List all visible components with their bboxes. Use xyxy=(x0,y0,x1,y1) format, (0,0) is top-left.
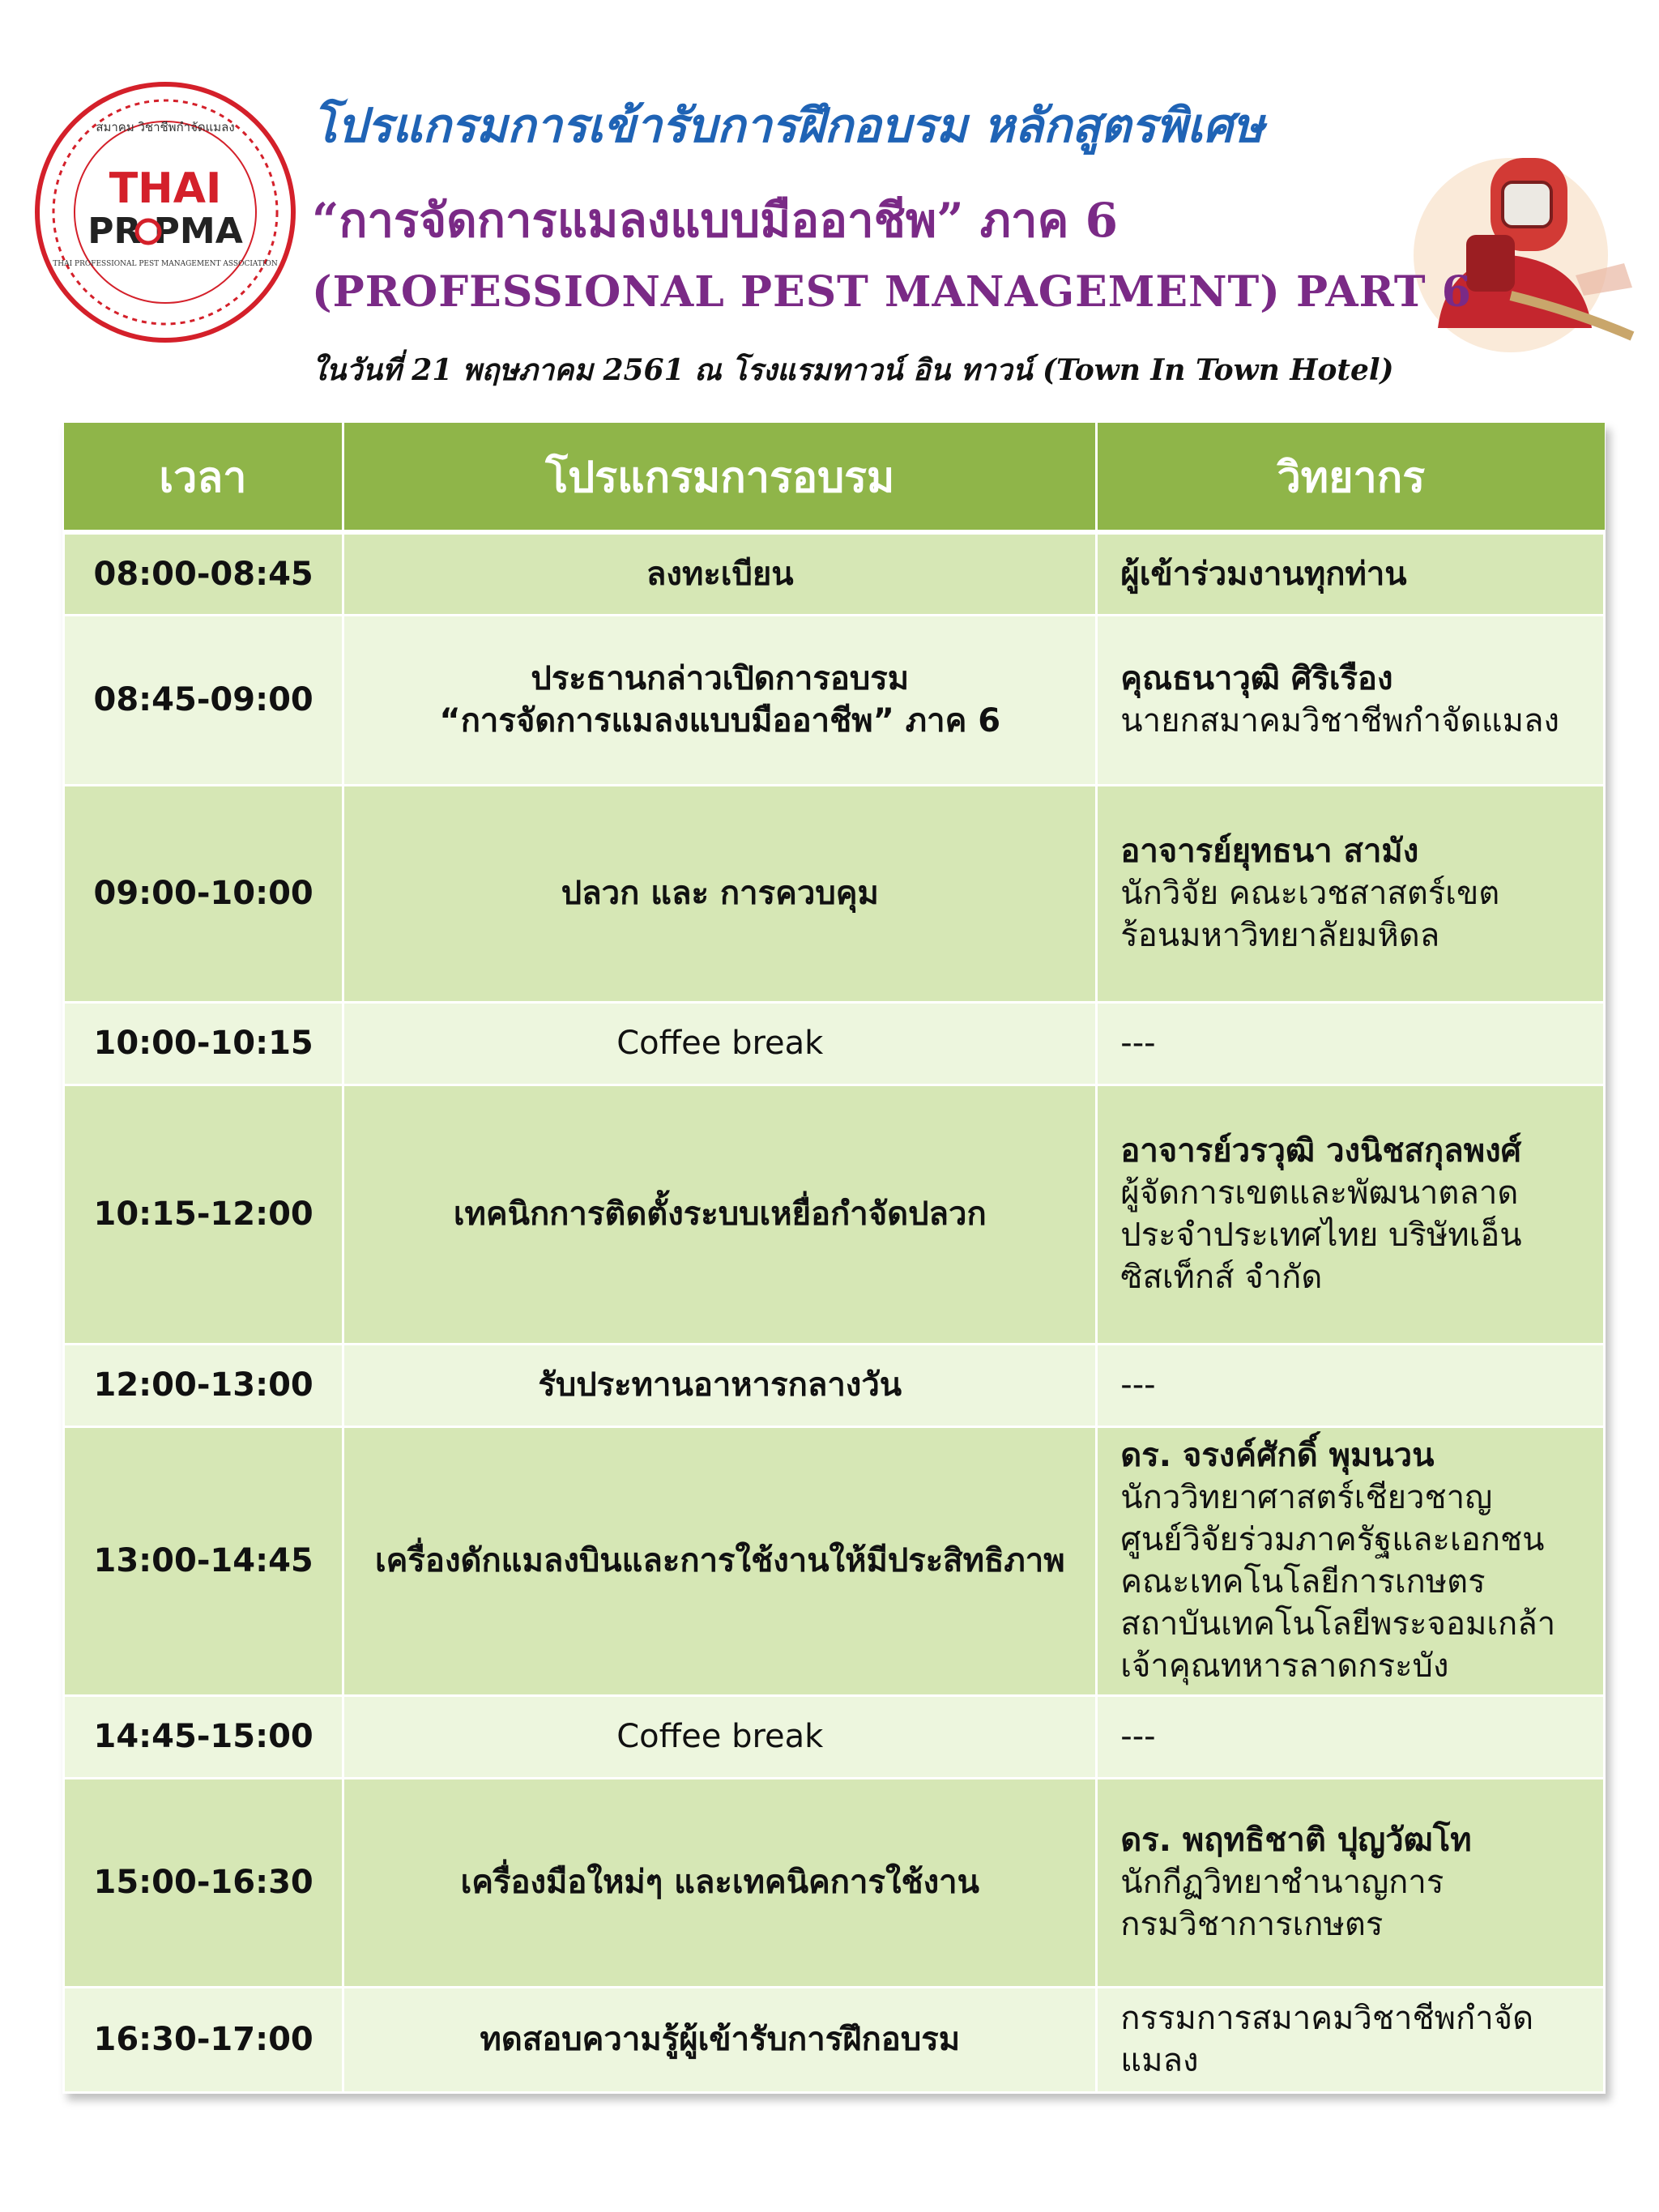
thaipropma-logo xyxy=(34,81,297,344)
speaker-name: อาจารย์วรวุฒิ วงนิชสกุลพงศ์ xyxy=(1120,1132,1521,1170)
table-row xyxy=(64,1778,1605,1987)
table-row xyxy=(64,532,1605,615)
row-time: 08:00-08:45 xyxy=(64,532,343,615)
row-speaker xyxy=(1097,1344,1605,1426)
speaker-detail: นักวิจัย คณะเวชสาสตร์เขต ร้อนมหาวิทยาลัยมหิดล xyxy=(1120,875,1500,954)
row-time: 12:00-13:00 xyxy=(64,1344,343,1426)
header-program: โปรแกรมการอบรม xyxy=(343,423,1097,532)
speaker-name: คุณธนาวุฒิ ศิริเรือง xyxy=(1120,660,1393,697)
row-speaker xyxy=(1097,1426,1605,1695)
row-program xyxy=(343,1344,1097,1426)
row-time: 15:00-16:30 xyxy=(64,1778,343,1987)
row-program xyxy=(343,1778,1097,1987)
program-text: เทคนิกการติดตั้งระบบเหยื่อกำจัดปลวก xyxy=(453,1196,987,1233)
row-speaker xyxy=(1097,1085,1605,1344)
speaker-name: ผู้เข้าร่วมงานทุกท่าน xyxy=(1120,555,1407,593)
row-speaker xyxy=(1097,1695,1605,1778)
event-date-line: ในวันที่ 21 พฤษภาคม 2561 ณ โรงแรมทาวน์ อิน ทาวน์ (Town In Town Hotel) xyxy=(312,353,1394,387)
row-program xyxy=(343,1002,1097,1085)
table-row xyxy=(64,1426,1605,1695)
speaker-name: ดร. พฤทธิชาติ ปุญวัฒโท xyxy=(1120,1822,1472,1859)
table-header-row xyxy=(64,423,1605,532)
program-text: Coffee break xyxy=(616,1718,824,1755)
row-program xyxy=(343,785,1097,1002)
speaker-detail: --- xyxy=(1120,1718,1156,1755)
row-time: 16:30-17:00 xyxy=(64,1987,343,2092)
schedule-table xyxy=(62,423,1606,2094)
program-text: ลงทะเบียน xyxy=(646,555,794,593)
row-time: 10:00-10:15 xyxy=(64,1002,343,1085)
row-program xyxy=(343,1987,1097,2092)
row-time: 10:15-12:00 xyxy=(64,1085,343,1344)
program-text: เครื่องดักแมลงบินและการใช้งานให้มีประสิทธิภาพ xyxy=(375,1542,1065,1579)
table-row xyxy=(64,615,1605,785)
program-text: ปลวก และ การควบคุม xyxy=(561,875,879,912)
speaker-detail: นักววิทยาศาสตร์เชียวชาญ ศูนย์วิจัยร่วมภาครัฐและเอกชน คณะเทคโนโลยีการเกษตร สถาบันเทคโนโลยีพระจอมเกล้า เจ้าคุณทหารลาดกระบัง xyxy=(1120,1479,1556,1685)
pest-technician-mascot xyxy=(1389,142,1648,364)
row-program xyxy=(343,1426,1097,1695)
logo-arc-text: สมาคม วิชาชีพกำจัดแมลง xyxy=(96,120,235,134)
row-program xyxy=(343,532,1097,615)
speaker-name: ดร. จรงค์ศักดิ์ พุมนวน xyxy=(1120,1437,1435,1474)
table-row xyxy=(64,785,1605,1002)
table-row xyxy=(64,1344,1605,1426)
speaker-detail: นักกีฏวิทยาชำนาญการ กรมวิชาการเกษตร xyxy=(1120,1864,1444,1943)
row-time: 09:00-10:00 xyxy=(64,785,343,1002)
header-speaker: วิทยากร xyxy=(1097,423,1605,532)
table-row xyxy=(64,1002,1605,1085)
row-speaker xyxy=(1097,1002,1605,1085)
row-time: 08:45-09:00 xyxy=(64,615,343,785)
program-text: รับประทานอาหารกลางวัน xyxy=(538,1366,902,1404)
table-row xyxy=(64,1085,1605,1344)
title-line-1: โปรแกรมการเข้ารับการฝึกอบรม หลักสูตรพิเศษ xyxy=(312,98,1265,153)
row-program xyxy=(343,1085,1097,1344)
program-text: ทดสอบความรู้ผู้เข้ารับการฝึกอบรม xyxy=(480,2021,961,2058)
logo-propma-text: PR PMA xyxy=(87,211,243,252)
row-time: 13:00-14:45 xyxy=(64,1426,343,1695)
row-program xyxy=(343,615,1097,785)
row-program xyxy=(343,1695,1097,1778)
row-speaker xyxy=(1097,532,1605,615)
table-row xyxy=(64,1695,1605,1778)
program-text: Coffee break xyxy=(616,1025,824,1062)
speaker-detail: ผู้จัดการเขตและพัฒนาตลาด ประจำประเทศไทย บริษัทเอ็น ซิสเท็กส์ จำกัด xyxy=(1120,1174,1522,1296)
row-speaker xyxy=(1097,615,1605,785)
title-line-2: “การจัดการแมลงแบบมืออาชีพ” ภาค 6 xyxy=(312,193,1118,248)
row-speaker xyxy=(1097,785,1605,1002)
program-text: เครื่องมือใหม่ๆ และเทคนิคการใช้งาน xyxy=(460,1864,979,1901)
logo-sub-text: THAI PROFESSIONAL PEST MANAGEMENT ASSOCIATION xyxy=(53,260,278,268)
row-time: 14:45-15:00 xyxy=(64,1695,343,1778)
speaker-detail: กรรมการสมาคมวิชาชีพกำจัด แมลง xyxy=(1120,2000,1534,2079)
speaker-detail: นายกสมาคมวิชาชีพกำจัดแมลง xyxy=(1120,702,1559,739)
row-speaker xyxy=(1097,1778,1605,1987)
title-line-3: (PROFESSIONAL PEST MANAGEMENT) PART 6 xyxy=(312,267,1472,317)
header-time: เวลา xyxy=(64,423,343,532)
logo-thai-text: THAI xyxy=(109,164,222,213)
row-speaker xyxy=(1097,1987,1605,2092)
program-text: ประธานกล่าวเปิดการอบรม “การจัดการแมลงแบบมืออาชีพ” ภาค 6 xyxy=(439,660,1001,739)
speaker-detail: --- xyxy=(1120,1025,1156,1062)
speaker-name: อาจารย์ยุทธนา สามัง xyxy=(1120,833,1419,870)
speaker-detail: --- xyxy=(1120,1366,1156,1404)
table-row xyxy=(64,1987,1605,2092)
